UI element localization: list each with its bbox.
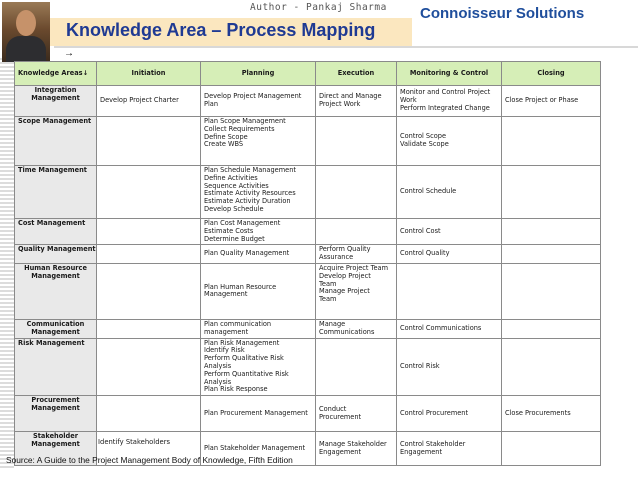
initiation-cell — [97, 396, 201, 432]
closing-cell — [502, 219, 601, 245]
cell-line: Communications — [319, 327, 375, 336]
execution-cell — [316, 263, 397, 319]
author-photo — [2, 2, 50, 62]
execution-cell — [316, 338, 397, 396]
closing-cell — [502, 432, 601, 466]
cell-line: Develop Project Charter — [100, 96, 179, 105]
cell-line: Management — [204, 290, 248, 299]
cell-line: Plan Cost Management — [204, 219, 281, 227]
planning-cell — [201, 263, 316, 319]
planning-cell — [201, 86, 316, 117]
cell-line: Validate Scope — [400, 140, 449, 148]
knowledge-area-cell — [15, 263, 97, 319]
cell-line: Integration — [34, 86, 77, 94]
knowledge-area-cell — [15, 319, 97, 338]
title-divider — [54, 46, 638, 48]
cell-line: Sequence Activities — [204, 181, 269, 190]
cell-line: Plan — [204, 100, 219, 108]
monitoring-cell — [397, 86, 502, 117]
page-title: Knowledge Area – Process Mapping — [66, 20, 376, 40]
knowledge-area-cell — [15, 86, 97, 117]
cell-line: Team — [319, 279, 337, 288]
initiation-cell — [97, 117, 201, 166]
monitoring-cell — [397, 432, 502, 466]
cell-line: Management — [31, 403, 80, 412]
table-row — [15, 245, 601, 264]
column-header: Closing — [502, 62, 601, 86]
monitoring-cell — [397, 396, 502, 432]
cell-line: Plan Stakeholder Management — [204, 443, 306, 452]
closing-cell — [502, 86, 601, 117]
cell-line: Team — [319, 295, 337, 304]
cell-line: Manage Stakeholder — [319, 439, 387, 448]
cell-line: Engagement — [400, 447, 443, 456]
cell-line: Cost Management — [18, 219, 86, 227]
cell-line: Risk Management — [18, 338, 85, 347]
cell-line: Close Project or Phase — [505, 96, 579, 105]
cell-line: Management — [31, 93, 80, 102]
initiation-cell — [97, 338, 201, 396]
planning-cell — [201, 319, 316, 338]
initiation-cell — [97, 166, 201, 219]
author-label: Author - Pankaj Sharma — [250, 2, 387, 13]
cell-line: Direct and Manage — [319, 92, 382, 101]
cell-line: Work — [400, 96, 417, 105]
cell-line: Management — [31, 439, 80, 448]
cell-line: Define Activities — [204, 173, 258, 182]
cell-line: Plan Scope Management — [204, 117, 286, 125]
initiation-cell — [97, 245, 201, 264]
column-header: Planning — [201, 62, 316, 86]
knowledge-area-cell — [15, 396, 97, 432]
monitoring-cell — [397, 219, 502, 245]
planning-cell — [201, 117, 316, 166]
initiation-cell — [97, 263, 201, 319]
cell-line: management — [204, 327, 249, 336]
cell-line: Conduct — [319, 404, 347, 413]
table-row — [15, 396, 601, 432]
cell-line: Plan Risk Response — [204, 385, 268, 394]
cell-line: Stakeholder — [33, 432, 78, 441]
cell-line: Close Procurements — [505, 408, 571, 417]
cell-line: Develop Project Management — [204, 92, 302, 101]
column-header: Execution — [316, 62, 397, 86]
planning-cell — [201, 166, 316, 219]
cell-line: Control Schedule — [400, 187, 457, 196]
column-header: Initiation — [97, 62, 201, 86]
table-row — [15, 263, 601, 319]
table-row — [15, 319, 601, 338]
monitoring-cell — [397, 245, 502, 264]
cell-line: Perform Quality — [319, 245, 371, 254]
cell-line: Communication — [26, 319, 85, 328]
table-header-row — [15, 62, 601, 86]
closing-cell — [502, 338, 601, 396]
cell-line: Control Cost — [400, 226, 441, 235]
cell-line: Time Management — [18, 166, 87, 174]
cell-line: Plan Quality Management — [204, 249, 290, 258]
closing-cell — [502, 319, 601, 338]
closing-cell — [502, 263, 601, 319]
cell-line: Management — [31, 327, 80, 336]
column-header: Knowledge Areas↓ — [15, 62, 97, 86]
execution-cell — [316, 219, 397, 245]
cell-line: Identify Risk — [204, 346, 245, 355]
cell-line: Manage — [319, 319, 346, 328]
execution-cell — [316, 166, 397, 219]
cell-line: Monitor and Control Project — [400, 88, 491, 97]
knowledge-area-cell — [15, 219, 97, 245]
cell-line: Plan Risk Management — [204, 338, 280, 347]
cell-line: Control Risk — [400, 361, 440, 370]
cell-line: Develop Schedule — [204, 204, 264, 213]
table-row — [15, 338, 601, 396]
closing-cell — [502, 396, 601, 432]
table-row — [15, 219, 601, 245]
execution-cell — [316, 432, 397, 466]
knowledge-area-cell — [15, 166, 97, 219]
monitoring-cell — [397, 338, 502, 396]
execution-cell — [316, 396, 397, 432]
cell-line: Develop Project — [319, 271, 371, 280]
planning-cell — [201, 396, 316, 432]
arrow-icon: → — [64, 48, 74, 59]
cell-line: Estimate Activity Resources — [204, 189, 296, 198]
knowledge-area-cell — [15, 338, 97, 396]
cell-line: Assurance — [319, 253, 354, 262]
planning-cell — [201, 219, 316, 245]
execution-cell — [316, 319, 397, 338]
cell-line: Plan Procurement Management — [204, 408, 308, 417]
cell-line: Estimate Activity Duration — [204, 197, 291, 206]
cell-line: Determine Budget — [204, 234, 265, 243]
execution-cell — [316, 117, 397, 166]
planning-cell — [201, 338, 316, 396]
cell-line: Plan Human Resource — [204, 282, 277, 291]
cell-line: Estimate Costs — [204, 226, 254, 235]
cell-line: Control Scope — [400, 132, 447, 141]
cell-line: Procurement — [319, 412, 362, 421]
cell-line: Quality Management — [18, 245, 96, 254]
closing-cell — [502, 117, 601, 166]
initiation-cell — [97, 319, 201, 338]
planning-cell — [201, 245, 316, 264]
cell-line: Perform Integrated Change — [400, 103, 490, 112]
company-name: Connoisseur Solutions — [420, 5, 585, 22]
cell-line: Analysis — [204, 361, 232, 370]
cell-line: Control Stakeholder — [400, 439, 466, 448]
table-row — [15, 117, 601, 166]
cell-line: Scope Management — [18, 117, 92, 125]
identify-stakeholders-text: Identify Stakeholders — [98, 438, 171, 446]
knowledge-area-cell — [15, 117, 97, 166]
cell-line: Perform Quantitative Risk — [204, 369, 289, 378]
decorative-stripe — [0, 58, 14, 468]
cell-line: Manage Project — [319, 287, 370, 296]
monitoring-cell — [397, 117, 502, 166]
cell-line: Define Scope — [204, 132, 248, 141]
monitoring-cell — [397, 166, 502, 219]
execution-cell — [316, 86, 397, 117]
cell-line: Project Work — [319, 100, 361, 108]
cell-line: Human Resource — [24, 263, 87, 272]
cell-line: Collect Requirements — [204, 124, 275, 133]
cell-line: Control Communications — [400, 323, 482, 332]
initiation-cell — [97, 86, 201, 117]
cell-line: Acquire Project Team — [319, 263, 389, 272]
cell-line: Control Procurement — [400, 408, 469, 417]
table-row — [15, 166, 601, 219]
cell-line: Plan Schedule Management — [204, 166, 296, 174]
cell-line: Create WBS — [204, 140, 244, 149]
cell-line: Procurement — [31, 396, 80, 405]
closing-cell — [502, 245, 601, 264]
closing-cell — [502, 166, 601, 219]
cell-line: Plan communication — [204, 319, 272, 328]
knowledge-area-cell — [15, 245, 97, 264]
cell-line: Control Quality — [400, 249, 450, 258]
process-mapping-table — [14, 61, 601, 466]
monitoring-cell — [397, 319, 502, 338]
table-row — [15, 86, 601, 117]
execution-cell — [316, 245, 397, 264]
cell-line: Management — [31, 271, 80, 280]
column-header: Monitoring & Control — [397, 62, 502, 86]
source-citation: Source: A Guide to the Project Management Body of Knowledge, Fifth Edition — [6, 455, 293, 465]
cell-line: Engagement — [319, 447, 362, 456]
cell-line: Perform Qualitative Risk — [204, 354, 284, 363]
monitoring-cell — [397, 263, 502, 319]
initiation-cell — [97, 219, 201, 245]
cell-line: Analysis — [204, 377, 232, 386]
